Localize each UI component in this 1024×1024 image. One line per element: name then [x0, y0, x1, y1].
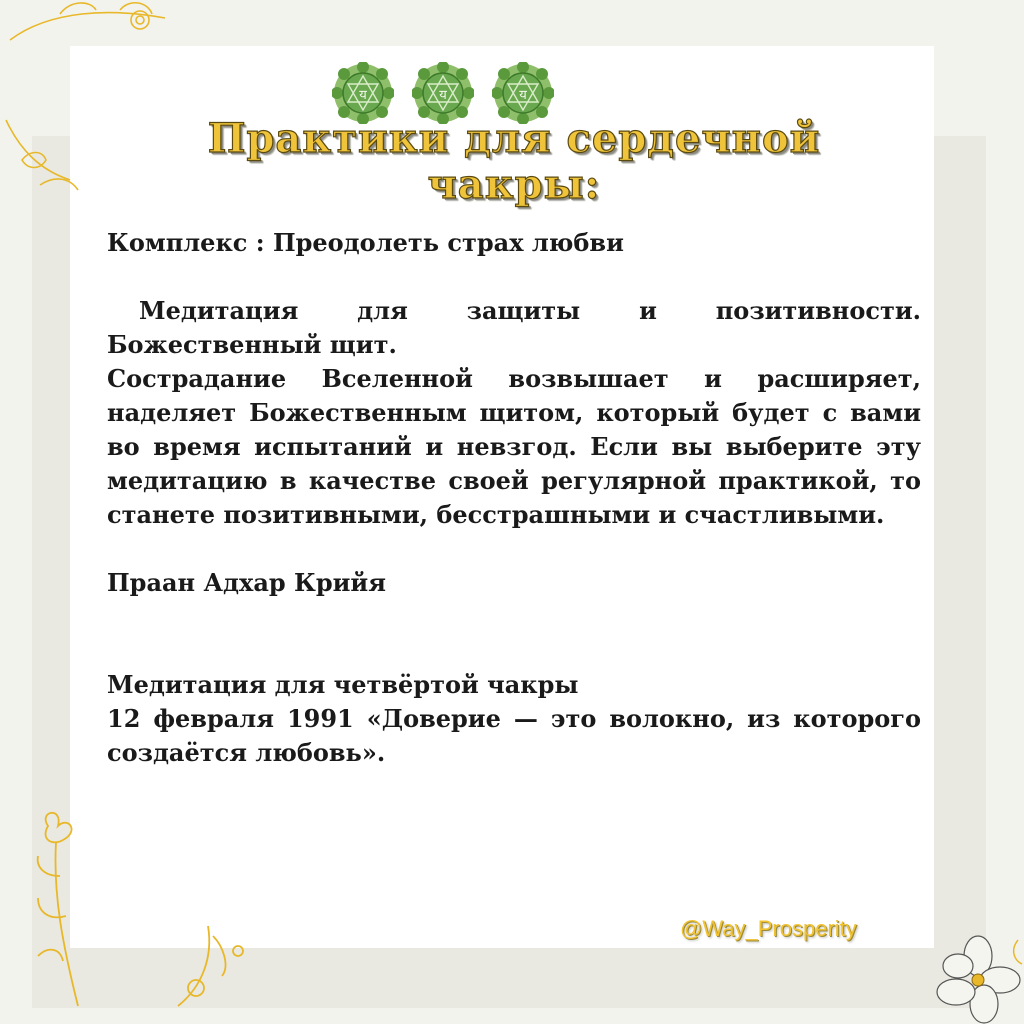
page-title: [108, 116, 920, 208]
meditation-quote: 12 февраля 1991 «Доверие — это волокно, из которого создаётся любовь».: [107, 704, 921, 767]
page-title-line-1: Практики для сердечной: [207, 115, 821, 162]
practice-name: Праан Адхар Крийя: [107, 568, 386, 597]
svg-text:य: य: [359, 88, 367, 103]
svg-text:य: य: [519, 88, 527, 103]
spacer: [107, 532, 921, 566]
page-title-line-2: чакры:: [427, 161, 601, 208]
subheading: Комплекс : Преодолеть страх любви: [107, 228, 624, 257]
meditation-title: Медитация для четвёртой чакры: [107, 670, 579, 699]
floral-branch-bottom-left-icon: [8, 806, 248, 1016]
paragraph-intro: Медитация для защиты и позитивности. Божественный щит.: [107, 296, 921, 359]
author-handle: @Way_Prosperity: [680, 916, 857, 941]
spacer: [107, 260, 921, 294]
flower-outline-bottom-right-icon: [930, 930, 1024, 1024]
spacer: [107, 600, 921, 668]
svg-text:य: य: [439, 88, 447, 103]
article-body: [107, 226, 921, 770]
paragraph-description: Сострадание Вселенной возвышает и расширяет, наделяет Божественным щитом, который будет с вами во время испытаний и невзгод. Если вы выберите эту медитацию в качестве своей регулярной практикой, то станете позитивными, бесстрашными и счастливыми.: [107, 364, 921, 529]
